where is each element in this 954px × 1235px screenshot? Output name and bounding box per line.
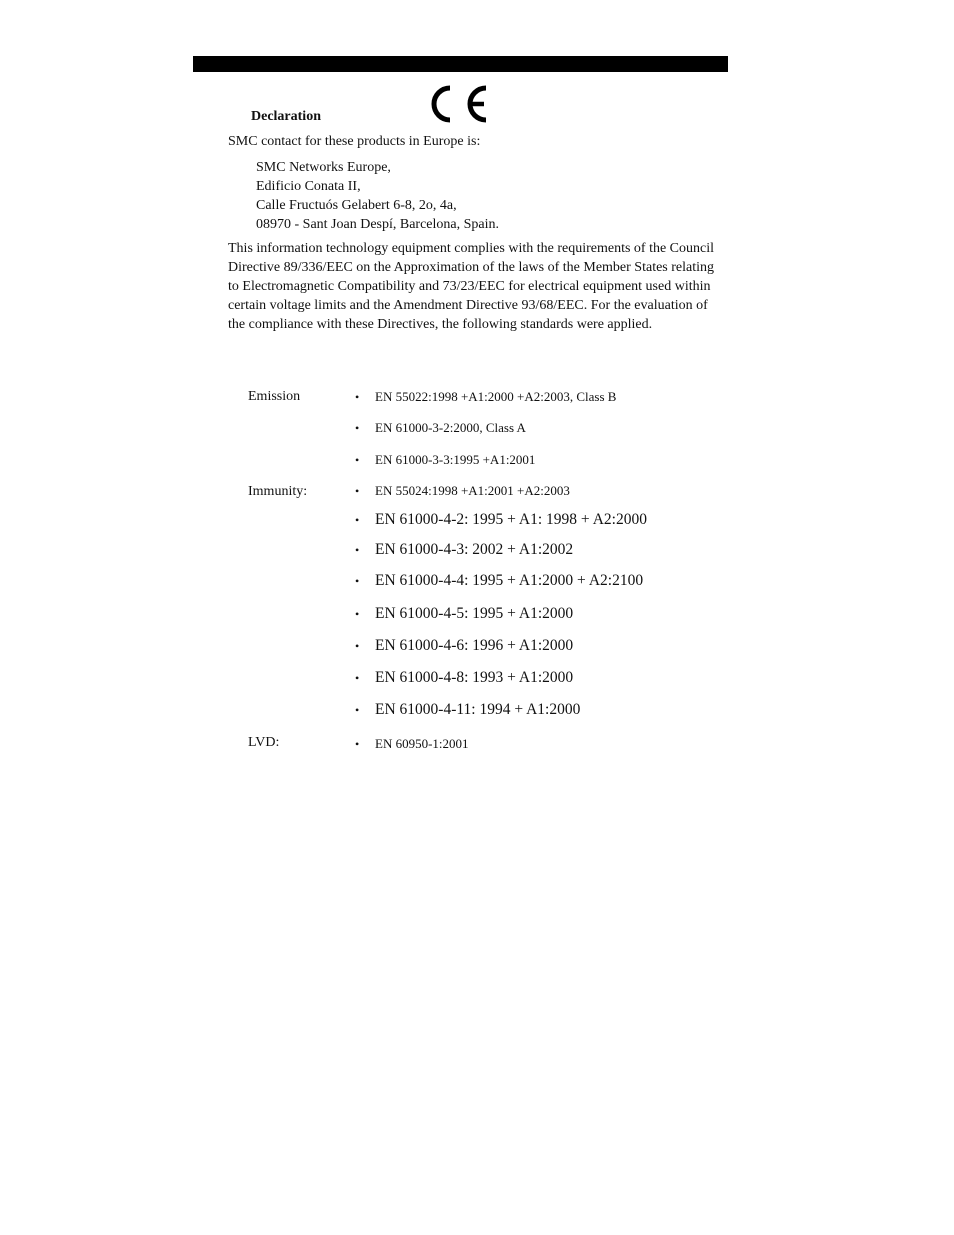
bullet-icon: • — [355, 484, 360, 498]
standard-item: • EN 61000-4-6: 1996 + A1:2000 — [355, 637, 574, 654]
address-line: Edificio Conata II, — [256, 179, 361, 194]
bullet-icon: • — [355, 453, 360, 467]
standard-item: • EN 61000-3-2:2000, Class A — [355, 420, 526, 435]
address-block — [256, 158, 499, 234]
declaration-heading: Declaration — [251, 109, 321, 124]
bullet-icon: • — [355, 737, 360, 751]
address-line: SMC Networks Europe, — [256, 160, 391, 175]
standard-item: • EN 61000-4-3: 2002 + A1:2002 — [355, 541, 574, 558]
bullet-icon: • — [355, 421, 360, 435]
standard-item: • EN 55024:1998 +A1:2001 +A2:2003 — [355, 483, 570, 498]
standard-item: • EN 61000-4-4: 1995 + A1:2000 + A2:2100 — [355, 572, 644, 589]
compliance-paragraph: This information technology equipment complies with the requirements of the Council Directive 89/336/EEC on the Approximation of the laws of the Member States relating to Electromagnetic Compatibility and 73/23/EEC for electrical equipment used within certain voltage limits and the Amendment Directive 93/68/EEC. For the evaluation of the compliance with these Directives, the following standards were applied. — [228, 241, 715, 332]
bullet-icon: • — [355, 574, 360, 588]
immunity-label: Immunity: — [248, 484, 308, 499]
bullet-icon: • — [355, 543, 360, 557]
standard-item: • EN 61000-4-8: 1993 + A1:2000 — [355, 669, 574, 686]
bullet-icon: • — [355, 390, 360, 404]
bullet-icon: • — [355, 639, 360, 653]
ce-mark-icon — [428, 83, 492, 125]
standard-item: • EN 60950-1:2001 — [355, 736, 469, 751]
standard-item: • EN 55022:1998 +A1:2000 +A2:2003, Class B — [355, 389, 617, 404]
bullet-icon: • — [355, 671, 360, 685]
standard-item: • EN 61000-3-3:1995 +A1:2001 — [355, 452, 536, 467]
standard-item: • EN 61000-4-11: 1994 + A1:2000 — [355, 701, 581, 718]
lvd-label: LVD: — [248, 735, 280, 750]
bullet-icon: • — [355, 513, 360, 527]
standard-item: • EN 61000-4-2: 1995 + A1: 1998 + A2:2000 — [355, 511, 647, 528]
address-line: Calle Fructuós Gelabert 6-8, 2o, 4a, — [256, 198, 457, 213]
bullet-icon: • — [355, 607, 360, 621]
address-line: 08970 - Sant Joan Despí, Barcelona, Spain. — [256, 217, 500, 232]
emission-label: Emission — [248, 389, 301, 404]
bullet-icon: • — [355, 703, 360, 717]
standard-item: • EN 61000-4-5: 1995 + A1:2000 — [355, 605, 574, 622]
header-bar — [193, 56, 728, 72]
contact-intro: SMC contact for these products in Europe is: — [228, 134, 481, 149]
